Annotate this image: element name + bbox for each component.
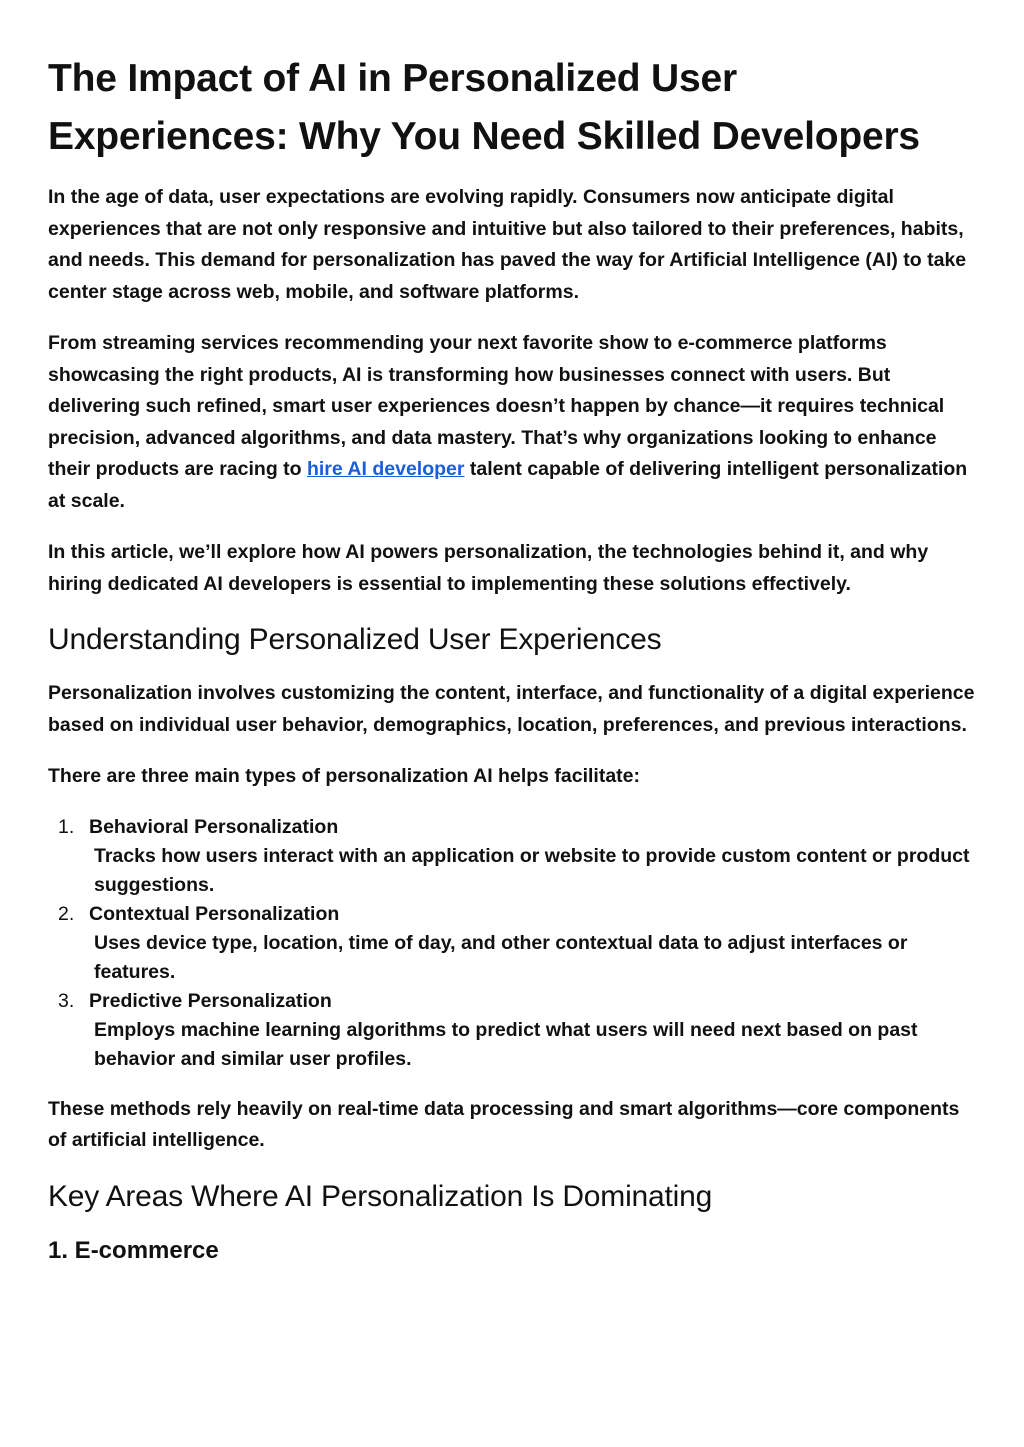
section-heading-key-areas: Key Areas Where AI Personalization Is Dominating — [48, 1179, 713, 1213]
list-item-description: Tracks how users interact with an application or website to provide custom content or product suggestions. — [94, 844, 970, 896]
list-item — [48, 900, 976, 987]
paragraph-article-overview: In this article, we’ll explore how AI powers personalization, the technologies behind it, and why hiring dedicated AI developers is essential to implementing these solutions effectively. — [48, 541, 929, 595]
article-title: The Impact of AI in Personalized User Experiences: Why You Need Skilled Developers — [48, 57, 920, 158]
paragraph-streaming-services — [48, 328, 976, 517]
intro-paragraph: In the age of data, user expectations are evolving rapidly. Consumers now anticipate digital experiences that are not only responsive and intuitive but also tailored to their preferences, habits, and needs. This demand for personalization has paved the way for Artificial Intelligence (AI) to take center stage across web, mobile, and software platforms. — [48, 186, 967, 303]
paragraph-three-types-intro: There are three main types of personalization AI helps facilitate: — [48, 765, 641, 787]
hire-ai-developer-link[interactable]: hire AI developer — [306, 458, 465, 480]
list-item-number: 2. — [58, 902, 75, 925]
paragraph-personalization-definition: Personalization involves customizing the content, interface, and functionality of a digital experience based on individual user behavior, demographics, location, preferences, and previous interactions. — [48, 682, 975, 736]
list-item-title: Predictive Personalization — [89, 989, 332, 1012]
list-item-description: Employs machine learning algorithms to predict what users will need next based on past behavior and similar user profiles. — [94, 1018, 918, 1070]
paragraph-text-before-link: From streaming services recommending your next favorite show to e-commerce platforms showcasing the right products, AI is transforming how businesses connect with users. But delivering such refined, smart user experiences doesn’t happen by chance—it requires technical precision, advanced algorithms, and data mastery. That’s why organizations looking to enhance their products are racing to — [48, 332, 945, 480]
subheading-ecommerce: 1. E-commerce — [48, 1236, 219, 1264]
section-heading-understanding: Understanding Personalized User Experiences — [48, 623, 662, 656]
list-item-title: Behavioral Personalization — [89, 815, 339, 838]
list-item-title: Contextual Personalization — [89, 902, 340, 925]
list-item-description: Uses device type, location, time of day, and other contextual data to adjust interfaces or features. — [94, 931, 908, 983]
paragraph-methods-closing: These methods rely heavily on real-time data processing and smart algorithms—core components of artificial intelligence. — [48, 1097, 960, 1151]
personalization-types-list — [48, 813, 976, 1074]
list-item — [48, 987, 976, 1074]
list-item — [48, 813, 976, 900]
paragraph-text-after-link: talent capable of delivering intelligent personalization at scale. — [48, 458, 968, 512]
list-item-number: 1. — [58, 815, 75, 838]
list-item-number: 3. — [58, 989, 75, 1012]
